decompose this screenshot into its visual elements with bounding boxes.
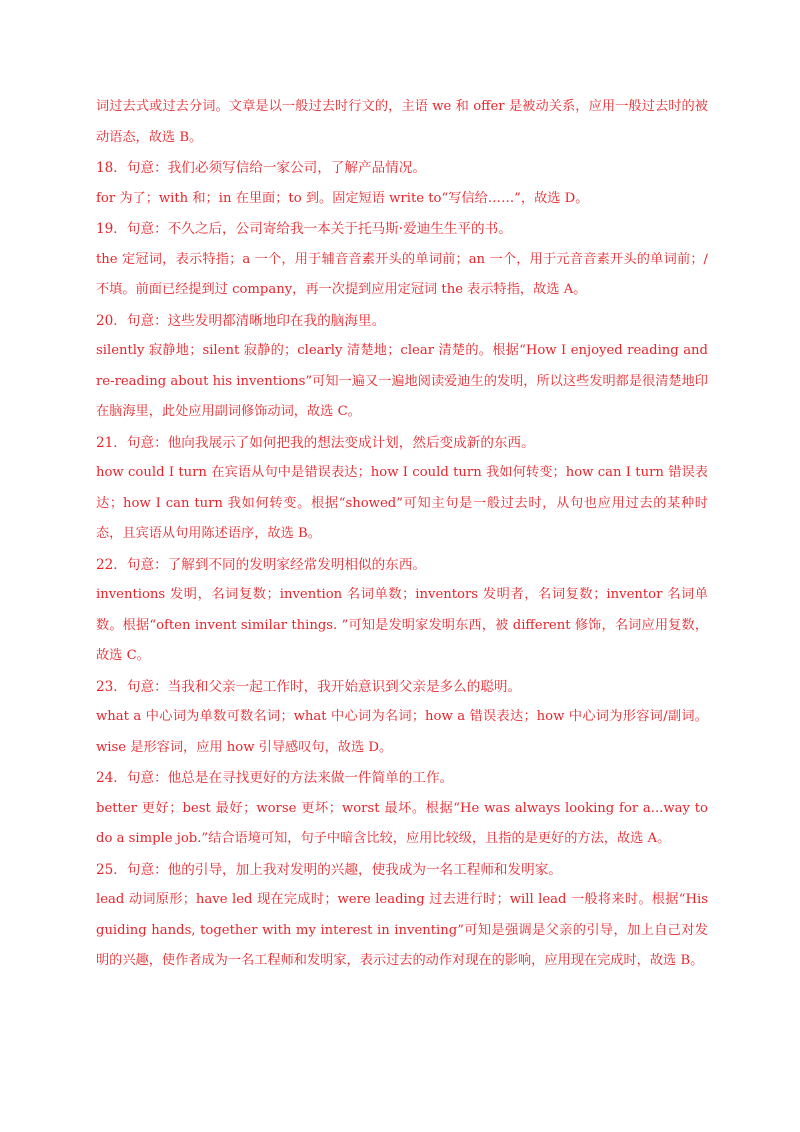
question-25-translation: 25．句意：他的引导，加上我对发明的兴趣，使我成为一名工程师和发明家。 (96, 861, 562, 878)
question-22-translation: 22．句意：了解到不同的发明家经常发明相似的东西。 (96, 556, 426, 573)
question-19-translation: 19．句意：不久之后，公司寄给我一本关于托马斯·爱迪生生平的书。 (96, 221, 512, 237)
question-21-explanation: how could I turn 在宾语从句中是错误表达；how I could turn 我如何转变；how can I turn 错误表达；how I can turn 我如何转变。根据“showed”可知主句是一般过去时，从句也应用过去的某种时态，且宾语从句用陈述语序，故选 B。 (96, 465, 708, 541)
answer-explanation-continued: 词过去式或过去分词。文章是以一般过去时行文的，主语 we 和 offer 是被动关系，应用一般过去时的被动语态，故选 B。 (96, 99, 708, 145)
question-25-explanation: lead 动词原形；have led 现在完成时；were leading 过去进行时；will lead 一般将来时。根据“His guiding hands, together with my interest in inventing”可知是强调是父亲的引导，加上自己对发明的兴趣，使作者成为一名工程师和发明家，表示过去的动作对现在的影响，应用现在完成时，故选 B。 (96, 892, 708, 968)
question-23-explanation: what a 中心词为单数可数名词；what 中心词为名词；how a 错误表达；how 中心词为形容词/副词。wise 是形容词，应用 how 引导感叹句，故选 D。 (96, 709, 708, 755)
question-18-translation: 18．句意：我们必须写信给一家公司，了解产品情况。 (96, 160, 426, 176)
question-18-explanation: for 为了；with 和；in 在里面；to 到。固定短语 write to“写信给……”，故选 D。 (96, 190, 589, 206)
question-20-explanation: silently 寂静地；silent 寂静的；clearly 清楚地；clear 清楚的。根据“How I enjoyed reading and re-reading about his inventions”可知一遍又一遍地阅读爱迪生的发明，所以这些发明都是很清楚地印在脑海里，此处应用副词修饰动词，故选 C。 (96, 343, 708, 419)
question-24-explanation: better 更好；best 最好；worse 更坏；worst 最坏。根据“He was always looking for a...way to do a simple job.”结合语境可知，句子中暗含比较，应用比较级，且指的是更好的方法，故选 A。 (96, 800, 708, 846)
question-23-translation: 23．句意：当我和父亲一起工作时，我开始意识到父亲是多么的聪明。 (96, 678, 522, 695)
question-19-explanation: the 定冠词，表示特指；a 一个，用于辅音音素开头的单词前；an 一个，用于元音音素开头的单词前；/不填。前面已经提到过 company，再一次提到应用定冠词 the 表示特指，故选 A。 (96, 251, 708, 297)
question-24-translation: 24．句意：他总是在寻找更好的方法来做一件简单的工作。 (96, 770, 454, 786)
question-20-translation: 20．句意：这些发明都清晰地印在我的脑海里。 (96, 312, 386, 329)
question-22-explanation: inventions 发明，名词复数；invention 名词单数；inventors 发明者，名词复数；inventor 名词单数。根据“often invent similar things. ”可知是发明家发明东西，被 different 修饰，名词应用复数，故选 C。 (96, 587, 708, 663)
question-21-translation: 21．句意：他向我展示了如何把我的想法变成计划，然后变成新的东西。 (96, 434, 535, 451)
document-body (96, 92, 708, 977)
